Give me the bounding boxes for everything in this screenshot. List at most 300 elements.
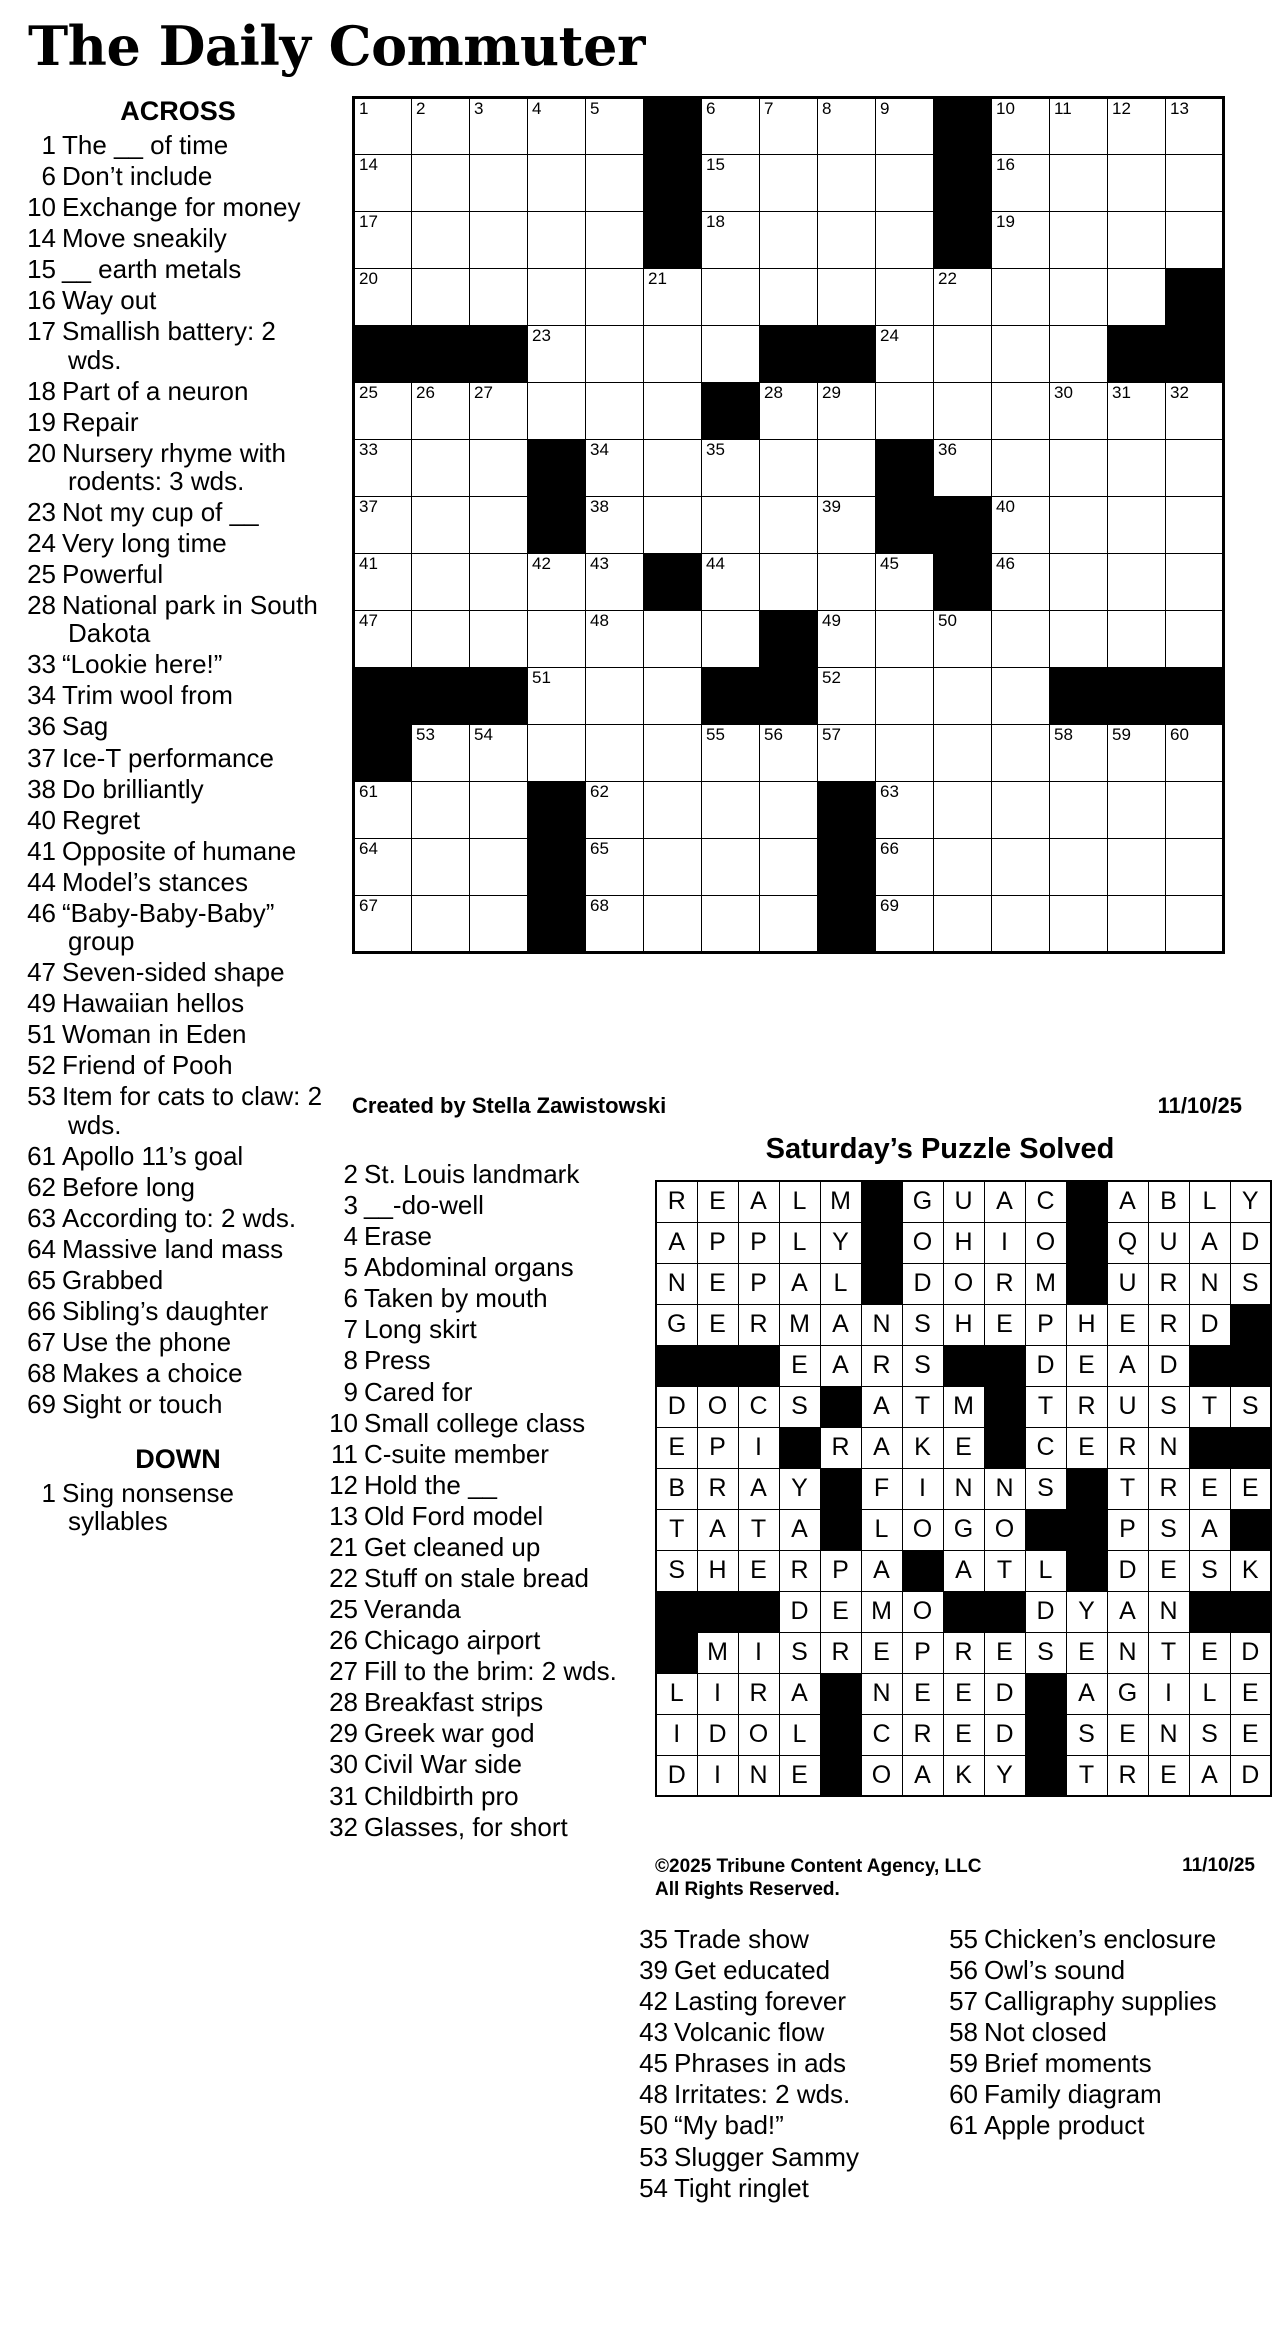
clue-item: [28, 1479, 328, 1535]
grid-cell[interactable]: [934, 326, 992, 383]
grid-row: [354, 839, 1224, 896]
grid-cell[interactable]: [992, 326, 1050, 383]
clue-item: [640, 1956, 930, 1984]
grid-cell[interactable]: [470, 212, 528, 269]
grid-cell[interactable]: [586, 383, 644, 440]
grid-cell[interactable]: [760, 383, 818, 440]
grid-cell[interactable]: [354, 212, 412, 269]
solution-cell: I: [1148, 1673, 1189, 1714]
solution-cell: E: [1189, 1632, 1230, 1673]
grid-cell[interactable]: [1050, 782, 1108, 839]
clue-number: 32: [329, 1811, 358, 1842]
grid-cell[interactable]: [1050, 98, 1108, 155]
solution-cell: C: [1025, 1181, 1066, 1222]
clue-number: 58: [949, 2017, 978, 2048]
clue-item: [950, 2018, 1250, 2046]
clue-number: 18: [27, 375, 56, 406]
grid-cell[interactable]: [412, 611, 470, 668]
grid-cell[interactable]: [760, 269, 818, 326]
grid-cell[interactable]: [1050, 212, 1108, 269]
puzzle-date: 11/10/25: [1157, 1093, 1242, 1118]
grid-cell[interactable]: [992, 782, 1050, 839]
grid-cell[interactable]: [702, 440, 760, 497]
grid-cell[interactable]: [934, 839, 992, 896]
solution-cell: A: [861, 1550, 902, 1591]
grid-cell[interactable]: [586, 440, 644, 497]
clue-text: Apollo 11’s goal: [62, 1140, 244, 1171]
grid-cell[interactable]: [1108, 839, 1166, 896]
grid-cell[interactable]: [818, 212, 876, 269]
grid-cell[interactable]: [354, 440, 412, 497]
solution-cell: E: [820, 1591, 861, 1632]
grid-row: [354, 383, 1224, 440]
clue-number: 11: [331, 1438, 358, 1469]
grid-cell[interactable]: [470, 98, 528, 155]
solution-cell: N: [861, 1673, 902, 1714]
clue-column-2: [330, 1160, 630, 1844]
grid-cell[interactable]: [876, 269, 934, 326]
grid-cell[interactable]: [354, 839, 412, 896]
grid-cell[interactable]: [760, 98, 818, 155]
grid-cell[interactable]: [1050, 497, 1108, 554]
grid-cell[interactable]: [934, 668, 992, 725]
grid-cell[interactable]: [470, 725, 528, 782]
solution-cell: N: [984, 1468, 1025, 1509]
grid-cell[interactable]: [992, 383, 1050, 440]
grid-cell[interactable]: [934, 782, 992, 839]
grid-cell[interactable]: [644, 269, 702, 326]
clue-number: 52: [27, 1050, 56, 1081]
grid-cell[interactable]: [876, 326, 934, 383]
grid-cell[interactable]: [586, 155, 644, 212]
solution-cell: E: [861, 1632, 902, 1673]
grid-cell[interactable]: [1108, 383, 1166, 440]
grid-cell[interactable]: [760, 155, 818, 212]
grid-cell[interactable]: [586, 896, 644, 953]
grid-cell[interactable]: [876, 668, 934, 725]
grid-cell[interactable]: [818, 497, 876, 554]
clue-item: [28, 317, 328, 373]
grid-cell[interactable]: [1108, 155, 1166, 212]
grid-cell[interactable]: [1166, 212, 1224, 269]
grid-cell[interactable]: [470, 611, 528, 668]
grid-cell[interactable]: [528, 98, 586, 155]
grid-cell-number: 43: [590, 554, 609, 573]
grid-cell[interactable]: [412, 383, 470, 440]
grid-cell[interactable]: [934, 896, 992, 953]
grid-cell[interactable]: [412, 839, 470, 896]
grid-cell[interactable]: [528, 383, 586, 440]
grid-cell[interactable]: [586, 98, 644, 155]
grid-row: [354, 896, 1224, 953]
grid-cell[interactable]: [644, 668, 702, 725]
grid-cell-block: [760, 326, 818, 383]
grid-cell[interactable]: [470, 896, 528, 953]
grid-cell[interactable]: [644, 440, 702, 497]
grid-cell[interactable]: [1050, 554, 1108, 611]
grid-cell[interactable]: [586, 839, 644, 896]
grid-cell[interactable]: [1166, 440, 1224, 497]
grid-cell[interactable]: [934, 383, 992, 440]
grid-cell[interactable]: [1050, 725, 1108, 782]
grid-cell[interactable]: [876, 782, 934, 839]
solution-cell: H: [943, 1222, 984, 1263]
grid-cell[interactable]: [760, 896, 818, 953]
grid-cell[interactable]: [412, 497, 470, 554]
grid-cell[interactable]: [1108, 782, 1166, 839]
grid-cell[interactable]: [412, 782, 470, 839]
solution-cell: E: [943, 1427, 984, 1468]
grid-cell-number: 7: [764, 99, 774, 118]
clue-number: 24: [27, 528, 56, 559]
grid-cell[interactable]: [992, 269, 1050, 326]
grid-cell[interactable]: [1166, 611, 1224, 668]
solution-cell: R: [738, 1673, 779, 1714]
solution-cell-block: [1066, 1550, 1107, 1591]
grid-cell[interactable]: [876, 554, 934, 611]
grid-cell[interactable]: [876, 725, 934, 782]
grid-cell[interactable]: [818, 98, 876, 155]
solution-cell: T: [656, 1509, 697, 1550]
grid-cell-block: [354, 725, 412, 782]
grid-cell[interactable]: [1050, 611, 1108, 668]
grid-cell[interactable]: [702, 269, 760, 326]
grid-cell[interactable]: [992, 668, 1050, 725]
grid-cell[interactable]: [702, 839, 760, 896]
clue-item: [28, 193, 328, 221]
solution-cell: A: [1107, 1591, 1148, 1632]
grid-cell[interactable]: [992, 896, 1050, 953]
clue-number: 25: [27, 559, 56, 590]
grid-cell[interactable]: [1166, 155, 1224, 212]
grid-cell-number: 11: [1054, 99, 1072, 118]
grid-cell-number: 24: [880, 326, 899, 345]
clue-text: __-do-well: [364, 1190, 484, 1221]
grid-cell[interactable]: [702, 98, 760, 155]
grid-cell[interactable]: [412, 554, 470, 611]
solution-cell-block: [820, 1673, 861, 1714]
solution-cell-block: [1230, 1304, 1271, 1345]
grid-cell[interactable]: [470, 383, 528, 440]
grid-cell[interactable]: [644, 839, 702, 896]
grid-cell[interactable]: [586, 668, 644, 725]
grid-cell[interactable]: [760, 782, 818, 839]
grid-cell[interactable]: [1166, 554, 1224, 611]
clue-text: Friend of Pooh: [62, 1050, 233, 1081]
grid-cell[interactable]: [1108, 440, 1166, 497]
clue-text: Not closed: [984, 2017, 1107, 2048]
grid-cell-number: 12: [1112, 99, 1131, 118]
grid-cell[interactable]: [1166, 98, 1224, 155]
grid-cell-number: 31: [1112, 383, 1131, 402]
grid-cell[interactable]: [702, 725, 760, 782]
grid-cell[interactable]: [876, 383, 934, 440]
grid-cell[interactable]: [586, 212, 644, 269]
solution-cell: E: [1148, 1755, 1189, 1796]
grid-cell[interactable]: [934, 440, 992, 497]
grid-cell[interactable]: [1050, 326, 1108, 383]
clue-number: 5: [343, 1252, 358, 1283]
grid-cell[interactable]: [528, 326, 586, 383]
down-clue-list-part1: [28, 1479, 328, 1535]
grid-cell[interactable]: [528, 212, 586, 269]
grid-cell[interactable]: [354, 383, 412, 440]
grid-cell[interactable]: [876, 839, 934, 896]
grid-cell-number: 3: [474, 99, 484, 118]
clue-text: Repair: [62, 406, 139, 437]
across-heading: ACROSS: [120, 96, 236, 126]
grid-cell[interactable]: [934, 269, 992, 326]
grid-cell[interactable]: [528, 155, 586, 212]
grid-cell-number: 66: [880, 839, 899, 858]
grid-cell[interactable]: [1050, 383, 1108, 440]
grid-cell[interactable]: [644, 383, 702, 440]
solution-cell: L: [779, 1181, 820, 1222]
grid-cell[interactable]: [412, 440, 470, 497]
puzzle-grid[interactable]: [352, 96, 1225, 954]
clue-item: [28, 1328, 328, 1356]
grid-cell-number: 39: [822, 497, 841, 516]
grid-cell[interactable]: [1166, 383, 1224, 440]
grid-cell[interactable]: [1050, 155, 1108, 212]
solution-cell: E: [779, 1755, 820, 1796]
solution-cell: C: [738, 1386, 779, 1427]
grid-cell[interactable]: [760, 440, 818, 497]
grid-cell[interactable]: [528, 611, 586, 668]
grid-cell[interactable]: [412, 212, 470, 269]
grid-cell[interactable]: [818, 725, 876, 782]
clue-number: 42: [639, 1986, 668, 2017]
grid-cell[interactable]: [876, 155, 934, 212]
solution-cell: K: [943, 1755, 984, 1796]
clue-number: 6: [41, 161, 56, 192]
grid-cell[interactable]: [412, 155, 470, 212]
solution-cell: R: [779, 1550, 820, 1591]
grid-cell[interactable]: [470, 497, 528, 554]
solution-cell-block: [697, 1591, 738, 1632]
solution-cell: E: [1189, 1468, 1230, 1509]
clue-number: 57: [949, 1986, 978, 2017]
clue-number: 51: [27, 1019, 56, 1050]
grid-cell[interactable]: [934, 725, 992, 782]
clue-item: [330, 1688, 630, 1716]
grid-cell[interactable]: [992, 497, 1050, 554]
clue-text: Erase: [364, 1221, 432, 1252]
grid-cell[interactable]: [586, 725, 644, 782]
solution-cell: M: [779, 1304, 820, 1345]
grid-cell[interactable]: [586, 611, 644, 668]
solution-cell: L: [861, 1509, 902, 1550]
grid-cell[interactable]: [644, 326, 702, 383]
solution-cell: E: [1107, 1714, 1148, 1755]
solution-cell: D: [1230, 1222, 1271, 1263]
grid-cell[interactable]: [818, 554, 876, 611]
grid-cell[interactable]: [876, 896, 934, 953]
grid-cell[interactable]: [992, 212, 1050, 269]
grid-cell[interactable]: [412, 896, 470, 953]
grid-cell[interactable]: [354, 98, 412, 155]
grid-cell[interactable]: [1050, 896, 1108, 953]
grid-cell[interactable]: [992, 440, 1050, 497]
solved-title: Saturday’s Puzzle Solved: [765, 1133, 1115, 1165]
grid-cell[interactable]: [1108, 497, 1166, 554]
solution-cell-block: [861, 1222, 902, 1263]
created-by: Created by Stella Zawistowski: [352, 1093, 667, 1118]
grid-cell[interactable]: [528, 725, 586, 782]
grid-cell[interactable]: [586, 782, 644, 839]
solution-cell: E: [779, 1345, 820, 1386]
grid-cell[interactable]: [1166, 725, 1224, 782]
grid-cell[interactable]: [644, 896, 702, 953]
grid-cell[interactable]: [1166, 896, 1224, 953]
grid-cell-number: 13: [1170, 99, 1189, 118]
solution-cell: E: [1230, 1673, 1271, 1714]
grid-cell[interactable]: [354, 611, 412, 668]
grid-cell[interactable]: [470, 554, 528, 611]
grid-cell[interactable]: [992, 725, 1050, 782]
grid-cell[interactable]: [702, 554, 760, 611]
grid-cell[interactable]: [644, 782, 702, 839]
grid-cell[interactable]: [644, 497, 702, 554]
grid-cell[interactable]: [818, 440, 876, 497]
grid-cell[interactable]: [354, 554, 412, 611]
grid-cell[interactable]: [1166, 839, 1224, 896]
grid-cell[interactable]: [586, 326, 644, 383]
grid-cell[interactable]: [1050, 839, 1108, 896]
clue-item: [640, 2143, 930, 2171]
grid-cell[interactable]: [354, 497, 412, 554]
grid-cell[interactable]: [644, 725, 702, 782]
grid-cell[interactable]: [992, 554, 1050, 611]
clue-number: 66: [27, 1295, 56, 1326]
grid-cell-number: 6: [706, 99, 716, 118]
grid-cell[interactable]: [586, 269, 644, 326]
solution-cell: R: [820, 1632, 861, 1673]
grid-cell[interactable]: [1108, 554, 1166, 611]
grid-cell[interactable]: [354, 782, 412, 839]
grid-cell[interactable]: [528, 269, 586, 326]
solution-cell: S: [1025, 1468, 1066, 1509]
solution-cell: G: [943, 1509, 984, 1550]
grid-cell[interactable]: [702, 611, 760, 668]
grid-cell[interactable]: [818, 383, 876, 440]
grid-cell[interactable]: [818, 155, 876, 212]
grid-cell[interactable]: [1108, 611, 1166, 668]
grid-cell[interactable]: [1050, 440, 1108, 497]
grid-cell[interactable]: [702, 497, 760, 554]
clue-item: [28, 775, 328, 803]
grid-cell[interactable]: [412, 269, 470, 326]
grid-cell-number: 64: [359, 839, 378, 858]
grid-cell[interactable]: [354, 896, 412, 953]
grid-cell[interactable]: [470, 782, 528, 839]
grid-cell[interactable]: [760, 554, 818, 611]
grid-cell[interactable]: [470, 839, 528, 896]
grid-cell-block: [1050, 668, 1108, 725]
grid-cell[interactable]: [702, 896, 760, 953]
grid-cell[interactable]: [1166, 497, 1224, 554]
solution-cell: P: [1107, 1509, 1148, 1550]
clue-item: [28, 899, 328, 955]
grid-cell[interactable]: [702, 155, 760, 212]
grid-cell[interactable]: [992, 155, 1050, 212]
solution-cell-block: [984, 1386, 1025, 1427]
solution-cell: R: [943, 1632, 984, 1673]
solution-cell: E: [1148, 1550, 1189, 1591]
grid-cell[interactable]: [818, 668, 876, 725]
clue-number: 65: [27, 1264, 56, 1295]
grid-cell[interactable]: [992, 611, 1050, 668]
grid-cell[interactable]: [876, 212, 934, 269]
grid-cell-block: [412, 668, 470, 725]
grid-cell[interactable]: [760, 725, 818, 782]
clue-text: Model’s stances: [62, 866, 248, 897]
solution-cell: U: [1107, 1386, 1148, 1427]
solution-cell-block: [1025, 1714, 1066, 1755]
grid-cell[interactable]: [354, 269, 412, 326]
grid-cell[interactable]: [818, 611, 876, 668]
grid-cell[interactable]: [1166, 782, 1224, 839]
grid-cell[interactable]: [818, 269, 876, 326]
grid-cell[interactable]: [586, 554, 644, 611]
grid-cell[interactable]: [1108, 212, 1166, 269]
grid-cell[interactable]: [1108, 725, 1166, 782]
grid-cell[interactable]: [586, 497, 644, 554]
solution-row: [656, 1427, 1271, 1468]
grid-cell[interactable]: [702, 212, 760, 269]
clue-text: Sibling’s daughter: [62, 1295, 269, 1326]
grid-cell[interactable]: [760, 212, 818, 269]
grid-cell[interactable]: [1108, 896, 1166, 953]
clue-number: 69: [27, 1389, 56, 1420]
grid-cell[interactable]: [644, 611, 702, 668]
grid-cell[interactable]: [412, 725, 470, 782]
solution-row: [656, 1509, 1271, 1550]
solution-cell: L: [779, 1222, 820, 1263]
grid-cell[interactable]: [702, 782, 760, 839]
grid-cell[interactable]: [470, 440, 528, 497]
solution-cell-block: [902, 1550, 943, 1591]
grid-cell[interactable]: [760, 497, 818, 554]
grid-cell-block: [934, 554, 992, 611]
grid-cell[interactable]: [528, 668, 586, 725]
clue-item: [330, 1160, 630, 1188]
clue-item: [28, 131, 328, 159]
grid-cell[interactable]: [702, 326, 760, 383]
grid-cell[interactable]: [470, 155, 528, 212]
grid-cell[interactable]: [1108, 269, 1166, 326]
grid-cell[interactable]: [876, 611, 934, 668]
solution-cell: D: [1107, 1550, 1148, 1591]
grid-cell[interactable]: [470, 269, 528, 326]
solution-cell: D: [984, 1673, 1025, 1714]
grid-cell-block: [1166, 326, 1224, 383]
solution-cell: M: [697, 1632, 738, 1673]
grid-cell[interactable]: [760, 839, 818, 896]
grid-cell[interactable]: [876, 98, 934, 155]
grid-cell[interactable]: [992, 98, 1050, 155]
grid-cell[interactable]: [354, 155, 412, 212]
grid-cell[interactable]: [528, 554, 586, 611]
grid-cell[interactable]: [934, 611, 992, 668]
solution-cell: Y: [984, 1755, 1025, 1796]
grid-cell[interactable]: [1108, 98, 1166, 155]
grid-cell[interactable]: [412, 98, 470, 155]
solution-cell: D: [779, 1591, 820, 1632]
clue-number: 12: [329, 1469, 358, 1500]
grid-cell[interactable]: [1050, 269, 1108, 326]
grid-cell[interactable]: [992, 839, 1050, 896]
